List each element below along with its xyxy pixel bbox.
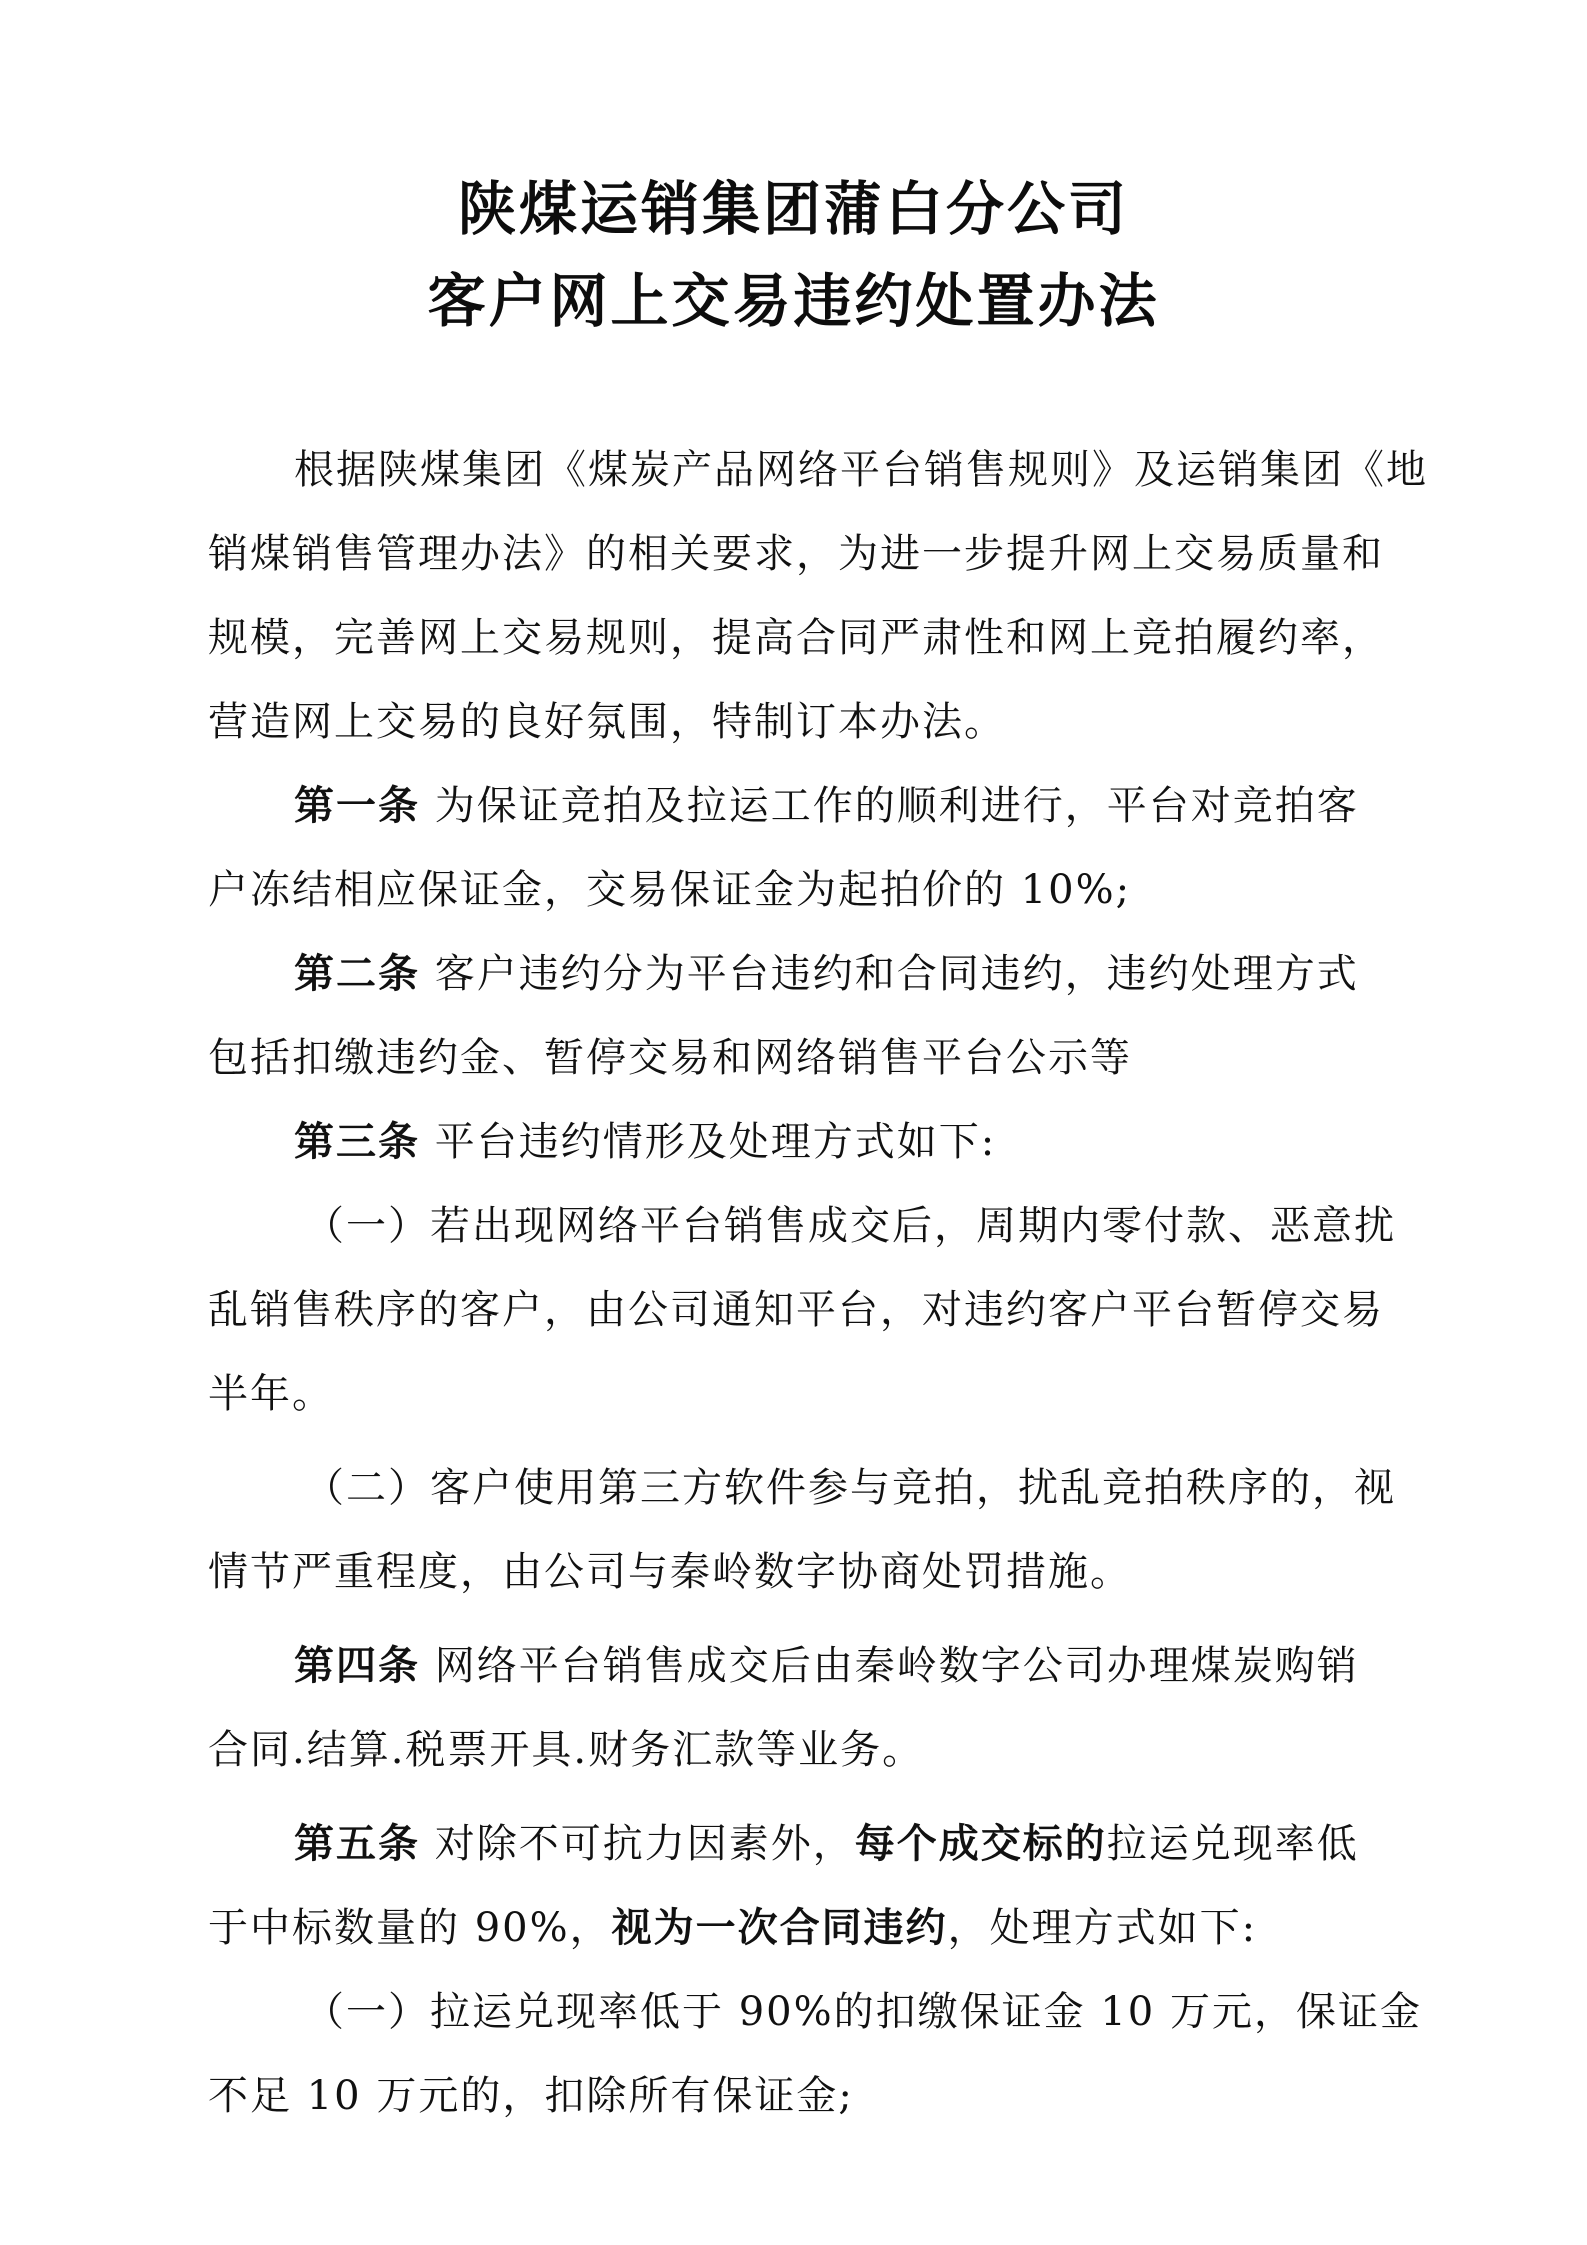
article5-label: 第五条 [294, 1821, 420, 1867]
article5-line-2 [208, 1886, 1388, 1970]
article1-label: 第一条 [294, 783, 420, 829]
article5-text-1c: 拉运兑现率低 [1106, 1821, 1359, 1867]
article4-label: 第四条 [294, 1643, 420, 1689]
article3-item1-line-2: 乱销售秩序的客户，由公司通知平台，对违约客户平台暂停交易 [208, 1287, 1384, 1333]
article3-item1-line-3: 半年。 [208, 1371, 334, 1417]
article3-text-1: 平台违约情形及处理方式如下: [420, 1119, 997, 1165]
document-title-line2: 客户网上交易违约处置办法 [427, 267, 1160, 335]
article2-line-1 [208, 932, 1388, 1016]
intro-line-3: 规模，完善网上交易规则，提高合同严肃性和网上竞拍履约率， [208, 615, 1384, 661]
article3-line-1 [208, 1100, 1388, 1184]
document-title-line1: 陕煤运销集团蒲白分公司 [457, 175, 1129, 243]
article5-text-2a: 于中标数量的 90%， [208, 1905, 612, 1951]
intro-line-1: 根据陕煤集团《煤炭产品网络平台销售规则》及运销集团《地 [294, 447, 1428, 493]
article2-text-1: 客户违约分为平台违约和合同违约，违约处理方式 [420, 951, 1359, 997]
article2-line-2: 包括扣缴违约金、暂停交易和网络销售平台公示等 [208, 1035, 1132, 1081]
article5-item1-line-2: 不足 10 万元的，扣除所有保证金; [208, 2073, 854, 2119]
article5-text-1a: 对除不可抗力因素外， [420, 1821, 855, 1867]
article1-text-1: 为保证竞拍及拉运工作的顺利进行，平台对竞拍客 [420, 783, 1359, 829]
article5-text-2b: 视为一次合同违约 [611, 1905, 948, 1951]
article5-text-2c: ，处理方式如下: [947, 1905, 1258, 1951]
article4-line-1 [208, 1624, 1388, 1708]
article3-item2-line-2: 情节严重程度，由公司与秦岭数字协商处罚措施。 [208, 1549, 1132, 1595]
article3-item2-line-1: （二）客户使用第三方软件参与竞拍，扰乱竞拍秩序的，视 [304, 1465, 1396, 1511]
article3-label: 第三条 [294, 1119, 420, 1165]
article5-item1-line-1: （一）拉运兑现率低于 90%的扣缴保证金 10 万元，保证金 [304, 1989, 1422, 2035]
article1-line-1 [208, 764, 1388, 848]
document-body [208, 428, 1428, 2138]
article1-line-2: 户冻结相应保证金，交易保证金为起拍价的 10%; [208, 867, 1132, 913]
article2-label: 第二条 [294, 951, 420, 997]
article4-text-1: 网络平台销售成交后由秦岭数字公司办理煤炭购销 [420, 1643, 1359, 1689]
article5-text-1b: 每个成交标的 [854, 1821, 1107, 1867]
intro-line-2: 销煤销售管理办法》的相关要求，为进一步提升网上交易质量和 [208, 531, 1384, 577]
article3-item1-line-1: （一）若出现网络平台销售成交后，周期内零付款、恶意扰 [304, 1203, 1396, 1249]
article4-line-2: 合同.结算.税票开具.财务汇款等业务。 [208, 1727, 925, 1773]
intro-line-4: 营造网上交易的良好氛围，特制订本办法。 [208, 699, 1006, 745]
article5-line-1 [208, 1802, 1388, 1886]
